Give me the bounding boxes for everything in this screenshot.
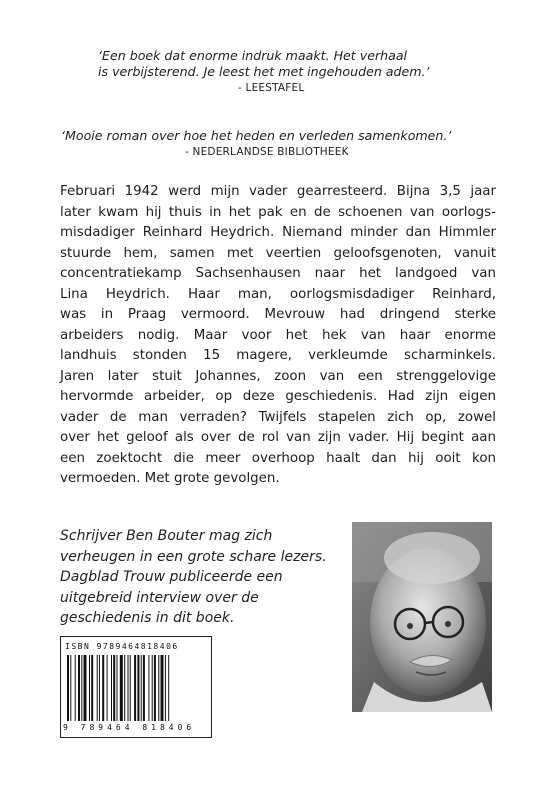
author-note-line: uitgebreid interview over de bbox=[60, 589, 259, 606]
blurb-line: over het geloof als over de rol van zijn vader. Hij begint aan bbox=[60, 430, 496, 445]
quote-source: - NEDERLANDSE BIBLIOTHEEK bbox=[185, 146, 349, 158]
blurb-line: landhuis stonden 15 magere, verkleumde scharminkels. bbox=[60, 348, 496, 363]
blurb-line: misdadiger Reinhard Heydrich. Niemand minder dan Himmler bbox=[60, 225, 496, 240]
barcode-digits: 9 789464 818406 bbox=[63, 723, 196, 732]
quote-line: is verbijsterend. Je leest het met ingehouden adem.’ bbox=[98, 64, 430, 79]
quote-line: ‘Mooie roman over hoe het heden en verleden samenkomen.’ bbox=[61, 128, 452, 143]
blurb-line: Jaren later stuit Johannes, zoon van een strenggelovige bbox=[60, 368, 496, 384]
blurb-line: Februari 1942 werd mijn vader gearresteerd. Bijna 3,5 jaar bbox=[60, 184, 496, 199]
blurb-line: vermoeden. Met grote gevolgen. bbox=[60, 471, 280, 486]
blurb-line: stuurde hem, samen met veertien geloofsgenoten, vanuit bbox=[60, 245, 496, 261]
blurb-line: hervormde arbeider, op deze geschiedenis. Had zijn eigen bbox=[60, 389, 496, 404]
author-portrait-icon bbox=[352, 522, 492, 712]
blurb-line: vader de man verraden? Twijfels stapelen zich op, zowel bbox=[60, 409, 496, 425]
review-quote-leestafel bbox=[60, 48, 500, 96]
isbn-label: ISBN 9789464818406 bbox=[65, 642, 179, 651]
blurb-line: was in Praag vermoord. Mevrouw had dringend sterke bbox=[60, 307, 496, 322]
review-quote-bibliotheek bbox=[60, 128, 500, 160]
blurb-line: later kwam hij thuis in het pak en de schoenen van oorlogs- bbox=[60, 204, 496, 220]
author-portrait bbox=[352, 522, 492, 712]
author-note-line: geschiedenis in dit boek. bbox=[60, 610, 235, 626]
author-note-line: Dagblad Trouw publiceerde een bbox=[60, 569, 283, 585]
quote-source: - LEESTAFEL bbox=[238, 82, 305, 94]
blurb-line: arbeiders nodig. Maar voor het hek van haar enorme bbox=[60, 327, 496, 343]
quote-line: ‘Een boek dat enorme indruk maakt. Het verhaal bbox=[98, 48, 408, 63]
author-note bbox=[60, 526, 360, 629]
blurb-line: Lina Heydrich. Haar man, oorlogsmisdadiger Reinhard, bbox=[60, 286, 496, 302]
blurb-line: een zoektocht die meer overhoop haalt dan hij ooit kon bbox=[60, 450, 496, 466]
author-note-line: Schrijver Ben Bouter mag zich bbox=[60, 528, 273, 544]
blurb-line: concentratiekamp Sachsenhausen naar het landgoed van bbox=[60, 266, 496, 281]
author-note-line: verheugen in een grote schare lezers. bbox=[60, 548, 327, 565]
book-blurb bbox=[60, 182, 496, 490]
barcode-bars bbox=[67, 655, 205, 721]
barcode bbox=[60, 636, 212, 738]
